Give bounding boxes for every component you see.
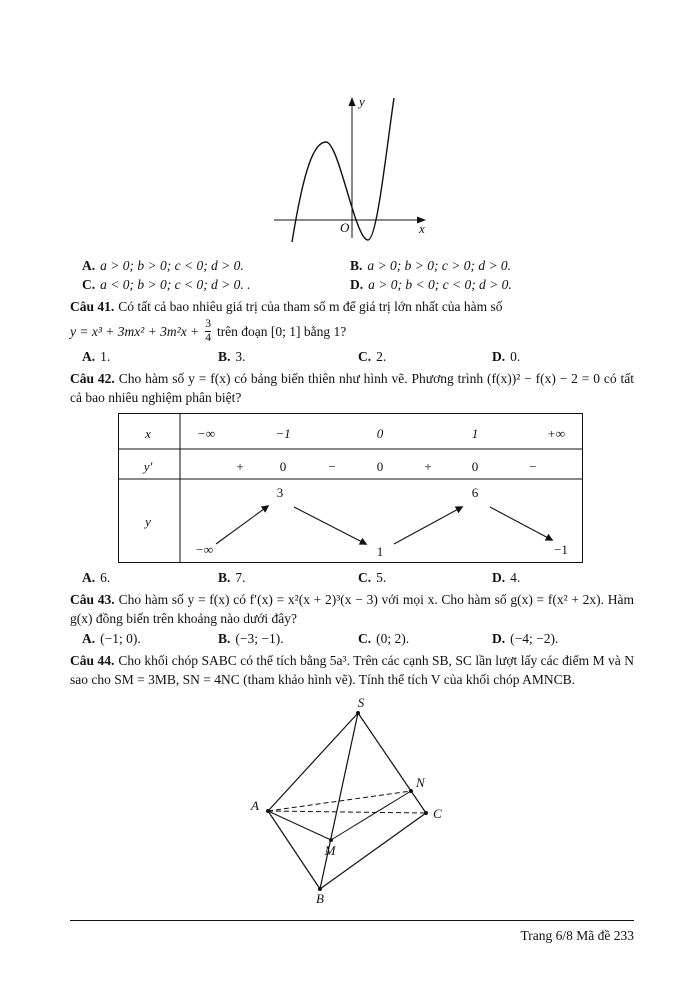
- formula-left: y = x³ + 3mx² + 3m²x +: [70, 323, 200, 339]
- vertex-n-label: N: [416, 775, 425, 790]
- question-41-label: Câu 41.: [70, 299, 115, 314]
- question-44-text: [0, 651, 700, 689]
- option-c-letter: C.: [82, 277, 96, 292]
- option-b-text: 3.: [235, 349, 246, 364]
- question-43: [0, 590, 700, 648]
- option-a-text: (−1; 0).: [100, 631, 141, 646]
- option-c-text: 2.: [376, 349, 387, 364]
- option-d-letter: D.: [492, 570, 506, 585]
- question-43-text: [0, 590, 700, 628]
- option-c: [358, 629, 492, 648]
- question-41-text: [0, 297, 700, 316]
- question-40-options: [0, 256, 700, 294]
- fraction-numerator: 3: [205, 317, 211, 330]
- question-42-stem: Cho hàm số y = f(x) có bảng biến thiên như hình vẽ. Phương trình (f(x))² − f(x) − 2 = 0 có tất cả bao nhiêu nghiệm phân biệt?: [70, 371, 634, 405]
- question-42: [0, 369, 700, 587]
- x-value: 1: [471, 426, 478, 441]
- question-44-label: Câu 44.: [70, 653, 115, 668]
- option-d: [492, 629, 640, 648]
- vertex-m-label: M: [324, 843, 336, 858]
- y-axis-label: y: [359, 94, 365, 109]
- trend-arrow-down: [294, 507, 366, 544]
- yprime-sign: +: [235, 459, 244, 474]
- fraction-denominator: 4: [205, 331, 211, 344]
- option-c: [82, 275, 350, 294]
- question-41-stem: Có tất cả bao nhiêu giá trị của tham số m để giá trị lớn nhất của hàm số: [118, 299, 503, 314]
- cubic-graph-svg: [264, 90, 436, 250]
- option-c-letter: C.: [358, 631, 372, 646]
- option-a-letter: A.: [82, 258, 96, 273]
- yprime-sign: 0: [471, 459, 478, 474]
- option-d-text: 4.: [510, 570, 521, 585]
- option-d-text: (−4; −2).: [510, 631, 559, 646]
- trend-arrow-up: [216, 506, 268, 544]
- option-d-text: a > 0; b < 0; c < 0; d > 0.: [368, 277, 512, 292]
- option-a: [82, 347, 218, 366]
- option-d: [492, 568, 640, 587]
- option-b-text: a > 0; b > 0; c > 0; d > 0.: [367, 258, 512, 273]
- option-d-letter: D.: [492, 631, 506, 646]
- yprime-sign: 0: [279, 459, 286, 474]
- row-y-label: y: [144, 514, 151, 529]
- y-value: −1: [553, 542, 568, 557]
- question-42-label: Câu 42.: [70, 371, 115, 386]
- question-43-stem: Cho hàm số y = f(x) có f′(x) = x²(x + 2)³(x − 3) với mọi x. Cho hàm số g(x) = f(x² + 2x). Hàm g(x) đồng biến trên khoảng nào dưới đây?: [70, 592, 634, 626]
- option-b-letter: B.: [218, 631, 231, 646]
- option-b-text: 7.: [235, 570, 246, 585]
- cubic-graph-figure: [0, 90, 700, 250]
- row-yprime-label: y′: [143, 459, 152, 474]
- question-43-label: Câu 43.: [70, 592, 115, 607]
- vertex-b-label: B: [316, 891, 324, 906]
- option-a-letter: A.: [82, 570, 96, 585]
- option-a-letter: A.: [82, 349, 96, 364]
- option-b: [218, 568, 358, 587]
- option-a: [82, 256, 350, 275]
- option-b-letter: B.: [350, 258, 363, 273]
- option-b: [218, 629, 358, 648]
- row-x-label: x: [144, 426, 151, 441]
- vertex-c-label: C: [433, 806, 442, 821]
- yprime-sign: −: [327, 459, 336, 474]
- option-a-text: 1.: [100, 349, 111, 364]
- vertex-a-label: A: [251, 798, 259, 813]
- variation-table-figure: [0, 413, 700, 563]
- origin-label: O: [340, 220, 350, 235]
- option-a-letter: A.: [82, 631, 96, 646]
- trend-arrow-down: [490, 507, 552, 540]
- yprime-sign: 0: [376, 459, 383, 474]
- option-c: [358, 568, 492, 587]
- question-41-formula: [0, 316, 700, 346]
- fraction: [205, 318, 211, 345]
- option-b-text: (−3; −1).: [235, 631, 284, 646]
- option-d-letter: D.: [492, 349, 506, 364]
- question-44: [0, 651, 700, 909]
- option-b: [350, 256, 640, 275]
- option-c-text: a < 0; b > 0; c < 0; d > 0. .: [100, 277, 251, 292]
- option-a-text: 6.: [100, 570, 111, 585]
- option-d-letter: D.: [350, 277, 364, 292]
- option-d: [492, 347, 640, 366]
- option-b: [218, 347, 358, 366]
- question-42-options: [0, 568, 700, 587]
- yprime-sign: +: [423, 459, 432, 474]
- option-a-text: a > 0; b > 0; c < 0; d > 0.: [100, 258, 244, 273]
- formula-right: trên đoạn [0; 1] bằng 1?: [216, 323, 347, 339]
- option-c-text: (0; 2).: [376, 631, 410, 646]
- option-b-letter: B.: [218, 570, 231, 585]
- yprime-sign: −: [528, 459, 537, 474]
- y-value: 3: [276, 485, 283, 500]
- question-41-options: [0, 347, 700, 366]
- x-value: −1: [274, 426, 291, 441]
- option-a: [82, 568, 218, 587]
- option-c-letter: C.: [358, 349, 372, 364]
- option-a: [82, 629, 218, 648]
- x-value: 0: [376, 426, 383, 441]
- x-value: −∞: [196, 426, 215, 441]
- option-d: [350, 275, 640, 294]
- page-footer: [70, 920, 634, 945]
- y-value: −∞: [194, 542, 213, 557]
- y-value: 6: [471, 485, 478, 500]
- y-value: 1: [376, 544, 383, 559]
- pyramid-svg: [240, 697, 460, 909]
- variation-table-svg: [118, 413, 583, 563]
- option-b-letter: B.: [218, 349, 231, 364]
- vertex-s-label: S: [357, 697, 365, 710]
- question-44-stem: Cho khối chóp SABC có thể tích bằng 5a³. Trên các cạnh SB, SC lần lượt lấy các điểm M và N sao cho SM = 3MB, SN = 4NC (tham khảo hình vẽ). Tính thể tích V của khối chóp AMNCB.: [70, 653, 634, 687]
- option-c-letter: C.: [358, 570, 372, 585]
- pyramid-figure: [0, 697, 700, 909]
- x-axis-label: x: [419, 221, 425, 236]
- x-value: +∞: [546, 426, 565, 441]
- trend-arrow-up: [394, 507, 462, 544]
- option-c: [358, 347, 492, 366]
- question-41: [0, 297, 700, 366]
- option-c-text: 5.: [376, 570, 387, 585]
- question-43-options: [0, 629, 700, 648]
- option-d-text: 0.: [510, 349, 521, 364]
- page-footer-text: Trang 6/8 Mã đề 233: [520, 928, 634, 943]
- y-axis-arrow-icon: [349, 97, 356, 106]
- question-42-text: [0, 369, 700, 407]
